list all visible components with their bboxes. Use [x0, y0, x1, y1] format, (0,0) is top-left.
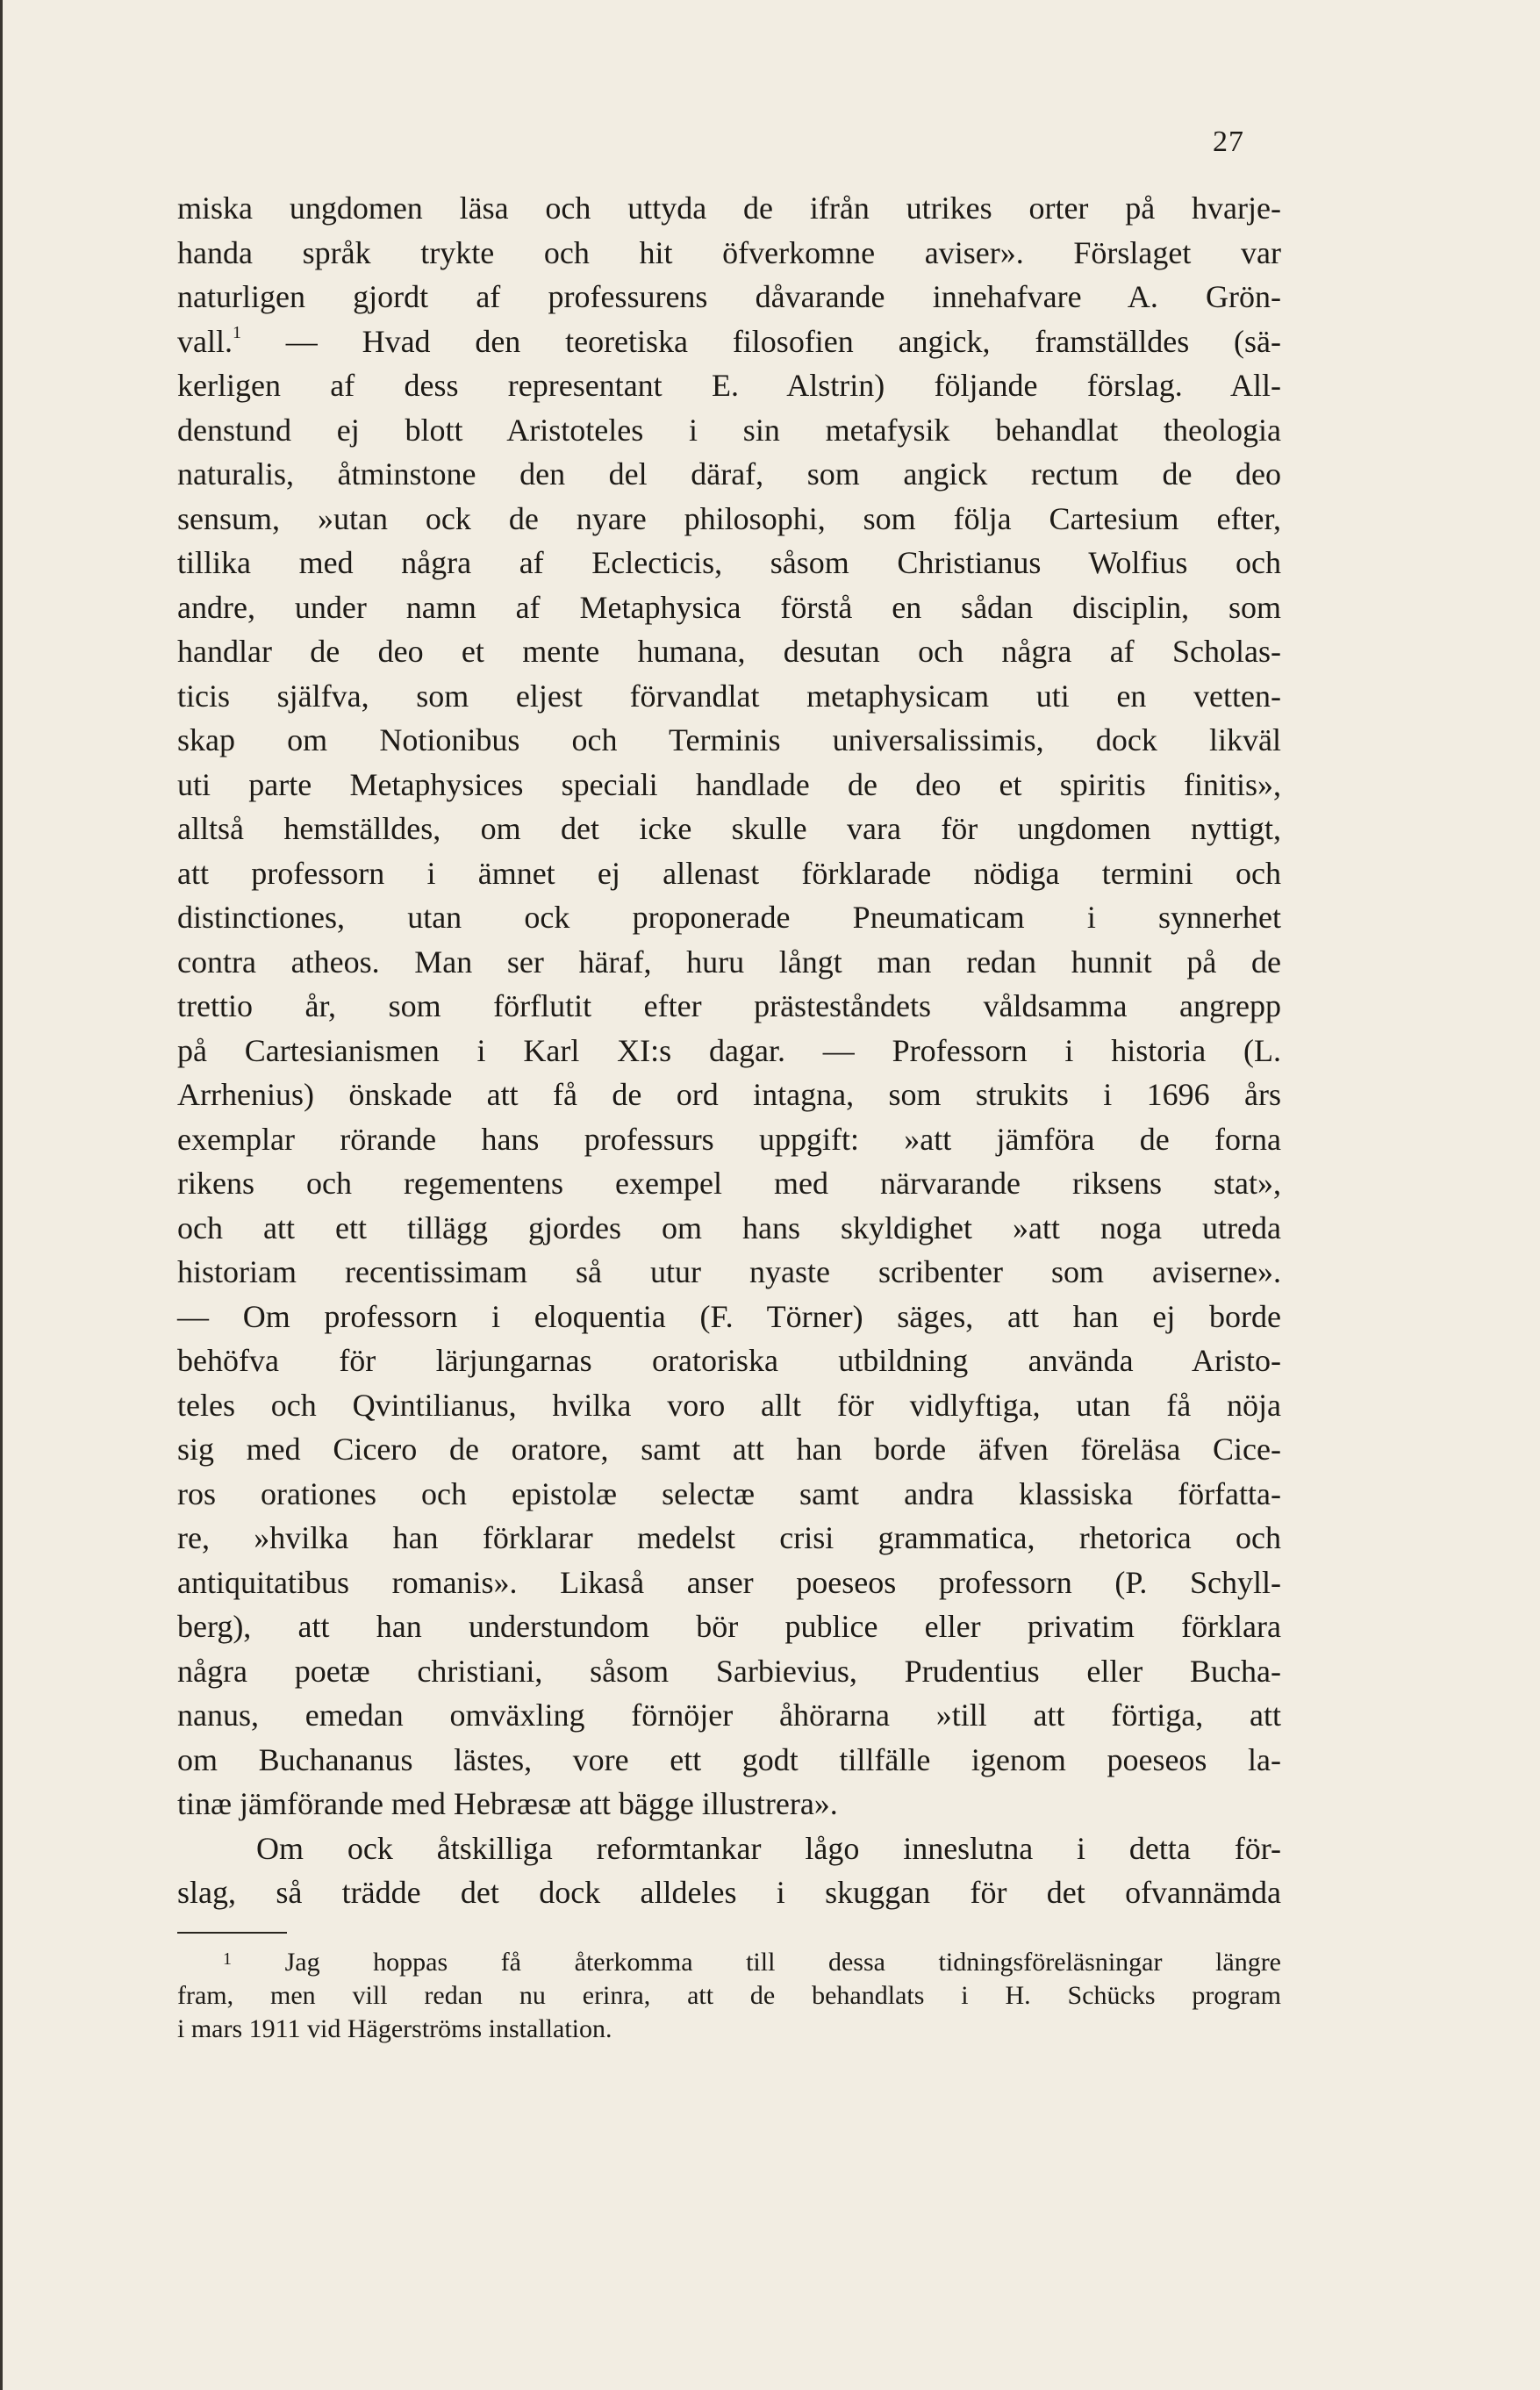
text-line: sig med Cicero de oratore, samt att han borde äfven föreläsa Cice-: [177, 1432, 1281, 1467]
footnote-marker: 1: [223, 1949, 232, 1969]
text-line: berg), att han understundom bör publice eller privatim förklara: [177, 1609, 1281, 1644]
text-line: ticis själfva, som eljest förvandlat metaphysicam uti en vetten-: [177, 678, 1281, 714]
text-line: naturligen gjordt af professurens dåvarande innehafvare A. Grön-: [177, 279, 1281, 314]
footnote-ref[interactable]: 1: [232, 322, 241, 342]
text-line: uti parte Metaphysices speciali handlade de deo et spiritis finitis»,: [177, 766, 1281, 802]
text-line: andre, under namn af Metaphysica förstå en sådan disciplin, som: [177, 589, 1281, 625]
text-line: exemplar rörande hans professurs uppgift: »att jämföra de forna: [177, 1121, 1281, 1157]
text-line: — Om professorn i eloquentia (F. Törner) säges, att han ej borde: [177, 1298, 1281, 1334]
text-line: skap om Notionibus och Terminis universalissimis, dock likväl: [177, 722, 1281, 757]
footnote-line: fram, men vill redan nu erinra, att de behandlats i H. Schücks program: [177, 1981, 1281, 2010]
text-line: kerligen af dess representant E. Alstrin) följande förslag. All-: [177, 368, 1281, 403]
text-line: tillika med några af Eclecticis, såsom Christianus Wolfius och: [177, 545, 1281, 580]
text-line: Om ock åtskilliga reformtankar lågo inneslutna i detta för-: [256, 1830, 1281, 1866]
text-line: nanus, emedan omväxling förnöjer åhörarna »till att förtiga, att: [177, 1697, 1281, 1733]
text-line: antiquitatibus romanis». Likaså anser poeseos professorn (P. Schyll-: [177, 1564, 1281, 1600]
text-line: handlar de deo et mente humana, desutan och några af Scholas-: [177, 634, 1281, 669]
page-edge: [0, 0, 3, 2390]
text-fragment: Jag hoppas få återkomma till dessa tidningsföreläsningar längre: [284, 1948, 1282, 1977]
text-line: på Cartesianismen i Karl XI:s dagar. — Professorn i historia (L.: [177, 1032, 1281, 1068]
footnote: [177, 1946, 1281, 2046]
text-line: om Buchananus lästes, vore ett godt tillfälle igenom poeseos la-: [177, 1741, 1281, 1777]
text-line: re, »hvilka han förklarar medelst crisi grammatica, rhetorica och: [177, 1520, 1281, 1555]
text-line: tinæ jämförande med Hebræsæ att bägge illustrera».: [177, 1786, 838, 1821]
text-line: Arrhenius) önskade att få de ord intagna, som strukits i 1696 års: [177, 1077, 1281, 1112]
text-line: några poetæ christiani, såsom Sarbievius, Prudentius eller Bucha-: [177, 1653, 1281, 1689]
text-line: slag, så trädde det dock alldeles i skuggan för det ofvannämda: [177, 1875, 1281, 1910]
text-line: distinctiones, utan ock proponerade Pneumaticam i synnerhet: [177, 900, 1281, 935]
text-line-with-footnote-ref: [177, 319, 1281, 364]
body-text: [177, 186, 1281, 1915]
text-line: och att ett tillägg gjordes om hans skyldighet »att noga utreda: [177, 1209, 1281, 1245]
text-line: behöfva för lärjungarnas oratoriska utbildning använda Aristo-: [177, 1343, 1281, 1378]
footnote-line: [177, 1946, 1281, 1979]
text-line: att professorn i ämnet ej allenast förklarade nödiga termini och: [177, 855, 1281, 891]
text-line: trettio år, som förflutit efter prästeståndets våldsamma angrepp: [177, 988, 1281, 1023]
text-line: teles och Qvintilianus, hvilka voro allt för vidlyftiga, utan få nöja: [177, 1387, 1281, 1423]
text-line: ros orationes och epistolæ selectæ samt andra klassiska författa-: [177, 1475, 1281, 1511]
text-line: sensum, »utan ock de nyare philosophi, som följa Cartesium efter,: [177, 500, 1281, 536]
text-line: naturalis, åtminstone den del däraf, som angick rectum de deo: [177, 456, 1281, 492]
text-line: miska ungdomen läsa och uttyda de ifrån utrikes orter på hvarje-: [177, 190, 1281, 226]
text-line: historiam recentissimam så utur nyaste scribenter som aviserne».: [177, 1254, 1281, 1289]
text-line: denstund ej blott Aristoteles i sin metafysik behandlat theologia: [177, 412, 1281, 448]
footnote-separator: [177, 1932, 287, 1934]
text-line: rikens och regementens exempel med närvarande riksens stat»,: [177, 1166, 1281, 1201]
text-line: alltså hemställdes, om det icke skulle vara för ungdomen nyttigt,: [177, 811, 1281, 846]
footnote-line: i mars 1911 vid Hägerströms installation.: [177, 2014, 612, 2043]
text-fragment: vall.: [177, 323, 233, 359]
text-line: handa språk trykte och hit öfverkomne aviser». Förslaget var: [177, 234, 1281, 270]
text-fragment: — Hvad den teoretiska filosofien angick, framställdes (sä-: [285, 323, 1282, 359]
text-line: contra atheos. Man ser häraf, huru långt man redan hunnit på de: [177, 944, 1281, 980]
page-number: 27: [1213, 126, 1244, 158]
